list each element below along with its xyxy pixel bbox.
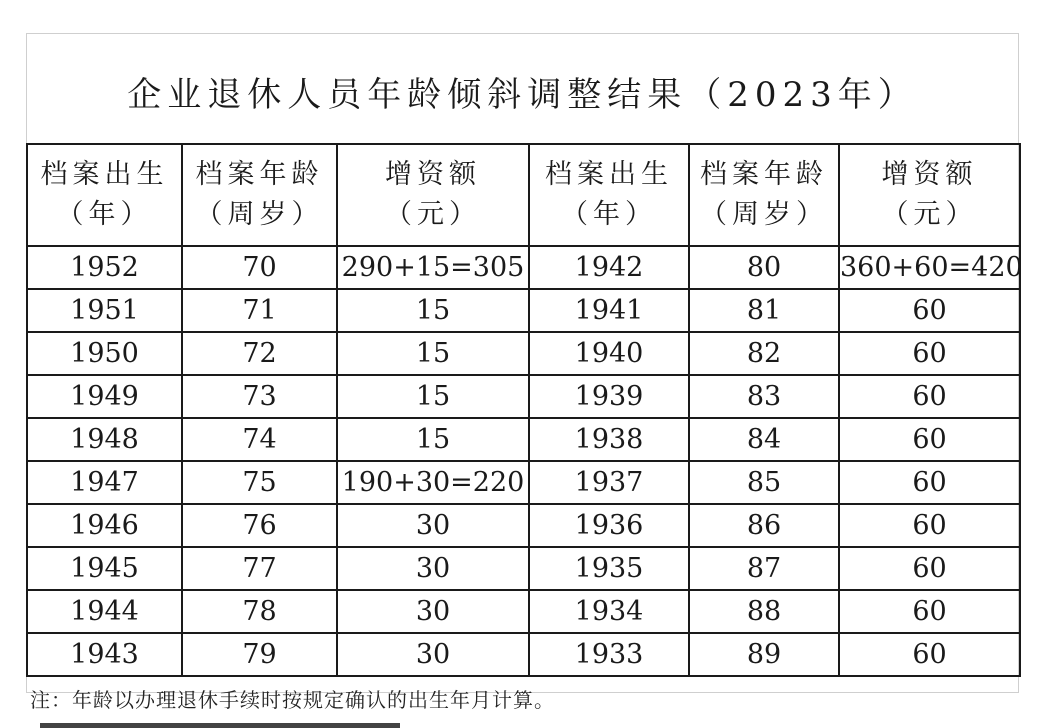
table-cell: 78 [182,590,337,633]
header-increase: 增资额 （元） [337,144,529,246]
table-cell: 1949 [27,375,182,418]
table-cell: 1948 [27,418,182,461]
header-age-2: 档案年龄 （周岁） [689,144,839,246]
table-cell: 30 [337,633,529,676]
table-row [27,246,1020,289]
table-cell: 1945 [27,547,182,590]
table-cell: 75 [182,461,337,504]
table-cell: 1944 [27,590,182,633]
table-cell: 1950 [27,332,182,375]
table-row [27,332,1020,375]
table-row [27,418,1020,461]
table-cell: 81 [689,289,839,332]
table-cell: 60 [839,418,1020,461]
table-row [27,289,1020,332]
table-row [27,590,1020,633]
table-row [27,375,1020,418]
table-cell: 60 [839,547,1020,590]
table-cell: 83 [689,375,839,418]
table-cell: 88 [689,590,839,633]
table-row [27,633,1020,676]
table-cell: 15 [337,289,529,332]
table-cell: 1936 [529,504,689,547]
table-cell: 82 [689,332,839,375]
table-cell: 1942 [529,246,689,289]
page-title: 企业退休人员年龄倾斜调整结果（2023年） [127,75,918,115]
table-cell: 30 [337,504,529,547]
table-row [27,461,1020,504]
table-cell: 1939 [529,375,689,418]
header-row [27,144,1020,246]
table-cell: 79 [182,633,337,676]
table-cell: 60 [839,590,1020,633]
table-cell: 84 [689,418,839,461]
table-cell: 1941 [529,289,689,332]
table-cell: 60 [839,633,1020,676]
table-cell: 1946 [27,504,182,547]
header-age: 档案年龄 （周岁） [182,144,337,246]
table-cell: 76 [182,504,337,547]
table-cell: 190+30=220 [337,461,529,504]
table-cell: 1934 [529,590,689,633]
table-cell: 15 [337,418,529,461]
table-cell: 73 [182,375,337,418]
table-cell: 60 [839,375,1020,418]
table-row [27,504,1020,547]
table-cell: 1937 [529,461,689,504]
table-cell: 30 [337,590,529,633]
table-cell: 80 [689,246,839,289]
table-cell: 60 [839,461,1020,504]
table-cell: 77 [182,547,337,590]
table-cell: 1943 [27,633,182,676]
header-birth-year: 档案出生 （年） [27,144,182,246]
table-cell: 60 [839,504,1020,547]
table-cell: 15 [337,375,529,418]
table-cell: 1938 [529,418,689,461]
table-cell: 89 [689,633,839,676]
table-row [27,547,1020,590]
header-birth-year-2: 档案出生 （年） [529,144,689,246]
table-cell: 1940 [529,332,689,375]
table-cell: 85 [689,461,839,504]
cropped-text-fragment [40,714,400,728]
table-cell: 290+15=305 [337,246,529,289]
adjustment-table [26,143,1021,677]
table-cell: 1952 [27,246,182,289]
table-cell: 87 [689,547,839,590]
table-cell: 15 [337,332,529,375]
footnote: 注：年龄以办理退休手续时按规定确认的出生年月计算。 [30,688,555,712]
table-cell: 30 [337,547,529,590]
table-cell: 60 [839,289,1020,332]
table-cell: 74 [182,418,337,461]
table-cell: 360+60=420 [839,246,1020,289]
table-cell: 71 [182,289,337,332]
header-increase-2: 增资额 （元） [839,144,1020,246]
table-cell: 1933 [529,633,689,676]
table-cell: 72 [182,332,337,375]
table-cell: 1935 [529,547,689,590]
table-cell: 70 [182,246,337,289]
table-cell: 1947 [27,461,182,504]
table-cell: 60 [839,332,1020,375]
table-cell: 1951 [27,289,182,332]
table-cell: 86 [689,504,839,547]
